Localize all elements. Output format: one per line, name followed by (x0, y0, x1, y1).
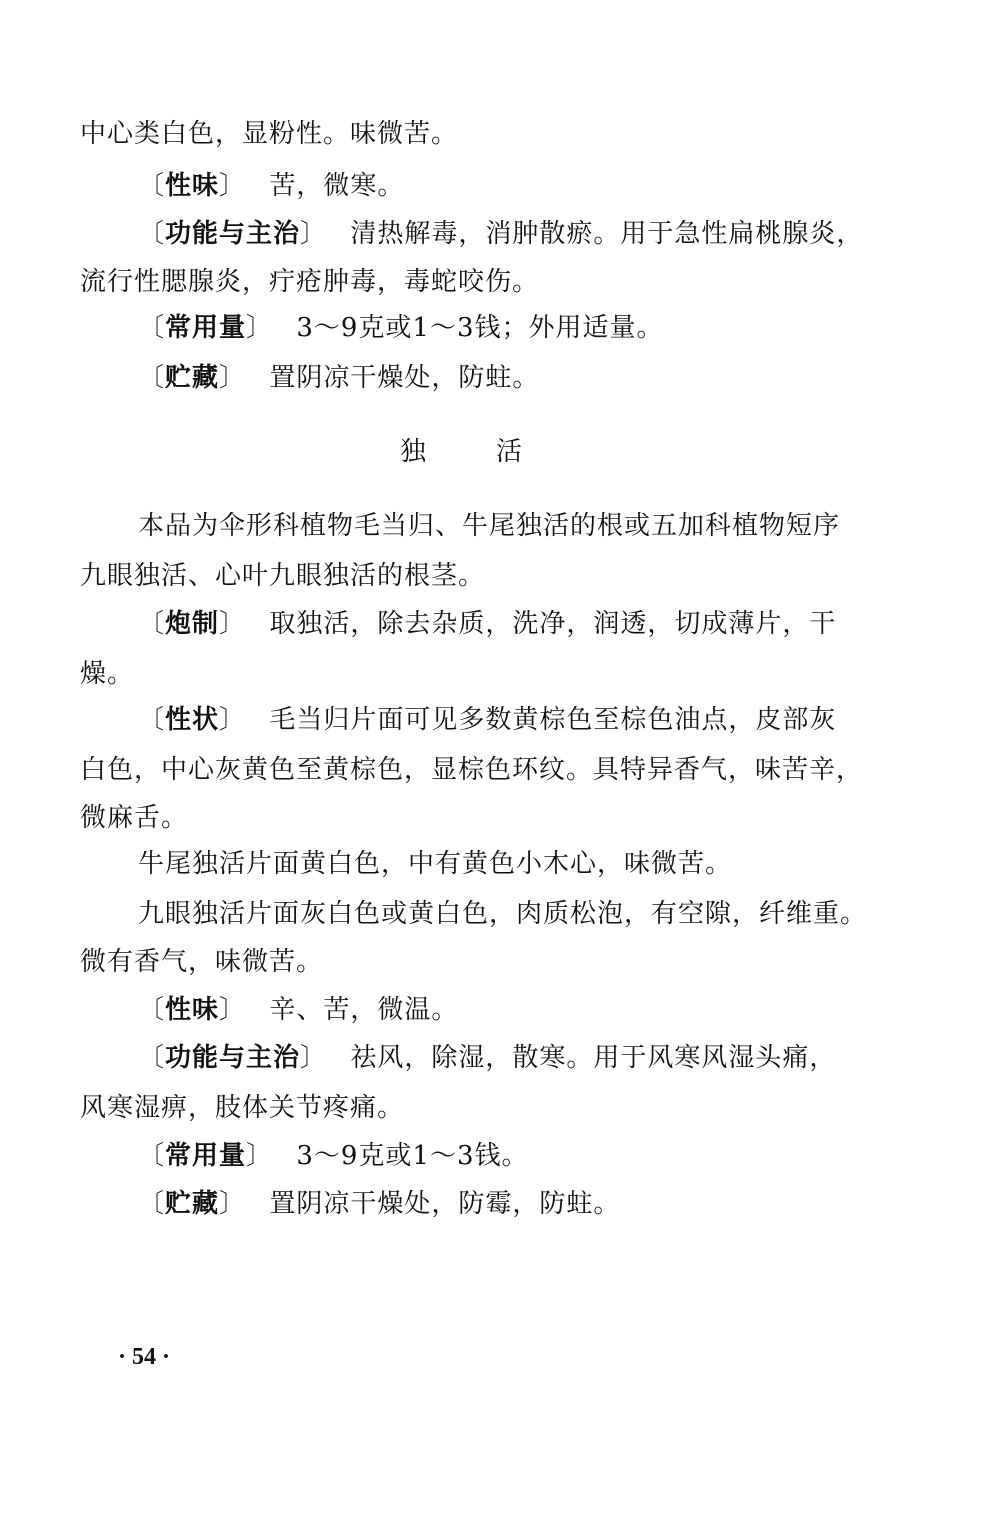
section-gongneng (138, 218, 863, 250)
section-label: 〔功能与主治〕 (138, 1043, 315, 1073)
text-line: 流行性腮腺炎，疔疮肿毒，毒蛇咬伤。 (80, 267, 540, 297)
section-xingwei (138, 170, 404, 202)
section-zhucang-2 (138, 1188, 620, 1220)
section-xingwei-2 (138, 994, 458, 1026)
section-text: 毛当归片面可见多数黄棕色至棕色油点，皮部灰 (269, 705, 837, 735)
text-line: 中心类白色，显粉性。味微苦。 (80, 119, 459, 149)
section-text: 置阴凉干燥处，防霉，防蛀。 (269, 1189, 621, 1219)
section-text: 祛风，除湿，散寒。用于风寒风湿头痛， (350, 1043, 837, 1073)
section-paozhi (138, 608, 836, 640)
section-text: 苦，微寒。 (269, 171, 405, 201)
section-label: 〔性味〕 (138, 171, 234, 201)
section-changyongliang (138, 312, 663, 344)
entry-title (400, 436, 522, 468)
text-line: 燥。 (80, 659, 135, 689)
section-text: 置阴凉干燥处，防蛀。 (269, 363, 540, 393)
section-label: 〔性味〕 (138, 995, 234, 1025)
text-line: 九眼独活片面灰白色或黄白色，肉质松泡，有空隙，纤维重。 (138, 899, 868, 929)
section-label: 〔常用量〕 (138, 1141, 261, 1171)
section-text: 3～9克或1～3钱。 (296, 1141, 529, 1171)
section-label: 〔常用量〕 (138, 313, 261, 343)
section-label: 〔贮藏〕 (138, 363, 234, 393)
section-zhucang (138, 362, 539, 394)
text-line: 九眼独活、心叶九眼独活的根茎。 (80, 561, 486, 591)
section-text: 3～9克或1～3钱；外用适量。 (296, 313, 664, 343)
title-char: 活 (496, 437, 523, 467)
section-text: 清热解毒，消肿散瘀。用于急性扁桃腺炎， (350, 219, 864, 249)
section-label: 〔贮藏〕 (138, 1189, 234, 1219)
section-label: 〔炮制〕 (138, 609, 234, 639)
text-line: 本品为伞形科植物毛当归、牛尾独活的根或五加科植物短序 (138, 511, 841, 541)
section-label: 〔功能与主治〕 (138, 219, 315, 249)
text-line: 微麻舌。 (80, 803, 189, 833)
section-changyongliang-2 (138, 1140, 528, 1172)
text-line: 牛尾独活片面黄白色，中有黄色小木心，味微苦。 (138, 849, 733, 879)
title-char: 独 (400, 437, 427, 467)
section-gongneng-2 (138, 1042, 836, 1074)
section-text: 辛、苦，微温。 (269, 995, 459, 1025)
section-xingzhuang (138, 704, 836, 736)
page-number: · 54 · (118, 1344, 171, 1370)
section-text: 取独活，除去杂质，洗净，润透，切成薄片，干 (269, 609, 837, 639)
section-label: 〔性状〕 (138, 705, 234, 735)
text-line: 风寒湿痹，肢体关节疼痛。 (80, 1093, 405, 1123)
text-line: 白色，中心灰黄色至黄棕色，显棕色环纹。具特异香气，味苦辛， (80, 755, 864, 785)
text-line: 微有香气，味微苦。 (80, 947, 324, 977)
